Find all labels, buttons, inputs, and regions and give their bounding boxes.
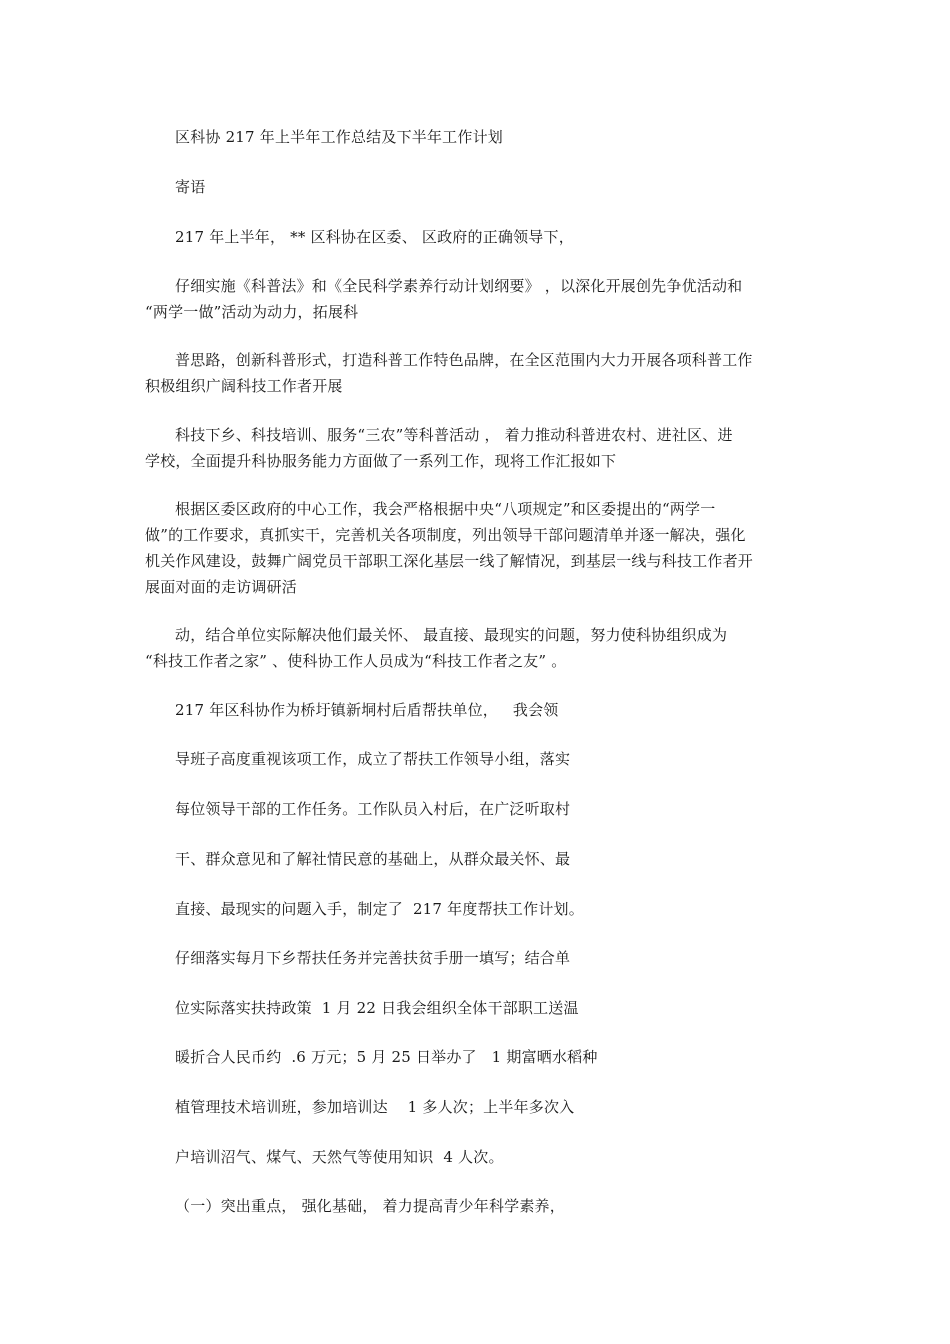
paragraph-line: 植管理技术培训班，参加培训达 1 多人次；上半年多次入 [175,1098,575,1116]
paragraph-line: 普思路，创新科普形式，打造科普工作特色品牌，在全区范围内大力开展各项科普工作 [175,351,753,369]
paragraph-line: 科技下乡、科技培训、服务“三农”等科普活动 ， 着力推动科普进农村、进社区、进 [175,426,733,444]
paragraph-line: 干、群众意见和了解社情民意的基础上，从群众最关怀、最 [175,850,571,868]
paragraph-line: 位实际落实扶持政策 1 月 22 日我会组织全体干部职工送温 [175,999,579,1017]
paragraph-line: “两学一做”活动为动力，拓展科 [145,303,359,321]
document-heading: 寄语 [175,178,206,196]
paragraph-line: 217 年上半年， ** 区科协在区委、 区政府的正确领导下， [175,228,574,246]
paragraph-line: 动，结合单位实际解决他们最关怀、 最直接、最现实的问题，努力使科协组织成为 [175,626,728,644]
paragraph-line: 仔细落实每月下乡帮扶任务并完善扶贫手册一填写；结合单 [175,949,571,967]
paragraph-line: 学校，全面提升科协服务能力方面做了一系列工作，现将工作汇报如下 [145,452,617,470]
document-title: 区科协 217 年上半年工作总结及下半年工作计划 [175,128,503,146]
paragraph-line: 做”的工作要求，真抓实干，完善机关各项制度，列出领导干部问题清单并逐一解决，强化 [145,526,746,544]
paragraph-line: 217 年区科协作为桥圩镇新垌村后盾帮扶单位， 我会领 [175,701,559,719]
paragraph-line: 仔细实施《科普法》和《全民科学素养行动计划纲要》 ，以深化开展创先争优活动和 [175,277,743,295]
paragraph-line: 根据区委区政府的中心工作，我会严格根据中央“八项规定”和区委提出的“两学一 [175,500,716,518]
paragraph-line: 积极组织广阔科技工作者开展 [145,377,343,395]
paragraph-line: 每位领导干部的工作任务。工作队员入村后，在广泛听取村 [175,800,571,818]
paragraph-line: 导班子高度重视该项工作，成立了帮扶工作领导小组，落实 [175,750,571,768]
section-heading: （一）突出重点， 强化基础， 着力提高青少年科学素养， [175,1197,565,1215]
paragraph-line: 机关作风建设，鼓舞广阔党员干部职工深化基层一线了解情况，到基层一线与科技工作者开 [145,552,754,570]
paragraph-line: 户培训沼气、煤气、天然气等使用知识 4 人次。 [175,1148,504,1166]
paragraph-line: 展面对面的走访调研活 [145,578,298,596]
paragraph-line: 直接、最现实的问题入手，制定了 217 年度帮扶工作计划。 [175,900,584,918]
paragraph-line: “科技工作者之家” 、使科协工作人员成为“科技工作者之友” 。 [145,652,567,670]
paragraph-line: 暖折合人民币约 .6 万元；5 月 25 日举办了 1 期富晒水稻种 [175,1048,598,1066]
